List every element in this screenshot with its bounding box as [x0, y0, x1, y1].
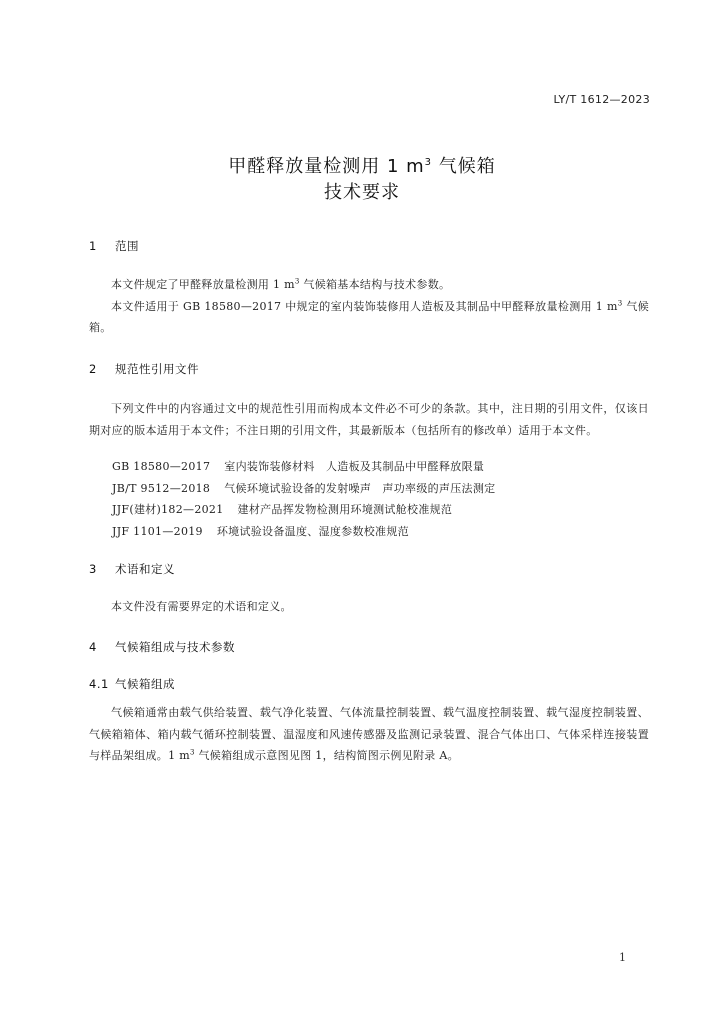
document-title	[0, 154, 724, 206]
reference-title: 气候环境试验设备的发射噪声 声功率级的声压法测定	[224, 481, 496, 495]
reference-list	[112, 456, 652, 542]
page-number: 1	[619, 951, 626, 964]
section-2-heading	[89, 361, 199, 377]
section-4-body	[89, 702, 649, 767]
title-superscript: 3	[424, 157, 433, 168]
section-1-heading	[89, 238, 139, 254]
reference-item	[112, 478, 652, 500]
reference-title: 环境试验设备温度、湿度参数校准规范	[216, 524, 409, 538]
reference-item	[112, 456, 652, 478]
reference-code: GB 18580—2017	[112, 460, 211, 473]
paragraph: 本文件规定了甲醛释放量检测用 1 $m^3$ 气候箱基本结构与技术参数。	[111, 277, 451, 291]
reference-item	[112, 521, 652, 543]
section-number: 1	[89, 239, 97, 253]
subsection-4-1-heading	[89, 676, 175, 692]
section-number: 2	[89, 362, 97, 376]
subsection-title: 气候箱组成	[115, 677, 175, 691]
section-title: 气候箱组成与技术参数	[115, 640, 235, 654]
section-3-heading	[89, 561, 175, 577]
title-line-1	[0, 154, 724, 180]
section-title: 规范性引用文件	[115, 362, 199, 376]
reference-code: JJF 1101—2019	[112, 524, 203, 538]
reference-code: JB/T 9512—2018	[112, 481, 211, 495]
section-4-heading	[89, 639, 235, 655]
reference-title: 室内装饰装修材料 人造板及其制品中甲醛释放限量	[224, 460, 485, 473]
section-number: 3	[89, 562, 97, 576]
standard-code: LY/T 1612—2023	[553, 93, 650, 106]
reference-code: JJF(建材)182—2021	[112, 503, 224, 516]
title-line-2: 技术要求	[324, 182, 400, 203]
paragraph: 本文件适用于 GB 18580—2017 中规定的室内装饰装修用人造板及其制品中甲醛释放量检测用 1 $m^3$ 气候箱。	[89, 298, 649, 334]
section-number: 4	[89, 640, 97, 654]
title-prefix: 甲醛释放量检测用 1 m	[228, 156, 425, 177]
reference-title: 建材产品挥发物检测用环境测试舱校准规范	[237, 503, 453, 516]
section-2-body	[89, 398, 649, 441]
title-suffix: 气候箱	[432, 156, 496, 177]
section-1-body	[89, 274, 649, 339]
paragraph: 本文件没有需要界定的术语和定义。	[111, 600, 292, 613]
paragraph: 气候箱通常由载气供给装置、载气净化装置、气体流量控制装置、载气温度控制装置、载气湿度控制装置、气候箱箱体、箱内载气循环控制装置、温湿度和风速传感器及监测记录装置、混合气体出口、气体采样连接装置与样品架组成。1 $m^3$ 气候箱组成示意图见图 1，结构简图示例见附录 A。	[89, 706, 649, 762]
section-3-body	[89, 596, 649, 618]
subsection-number: 4.1	[89, 677, 109, 691]
section-title: 术语和定义	[115, 562, 175, 576]
section-title: 范围	[115, 239, 139, 253]
reference-item	[112, 499, 652, 521]
paragraph: 下列文件中的内容通过文中的规范性引用而构成本文件必不可少的条款。其中，注日期的引用文件，仅该日期对应的版本适用于本文件；不注日期的引用文件，其最新版本（包括所有的修改单）适用于本文件。	[89, 402, 649, 437]
